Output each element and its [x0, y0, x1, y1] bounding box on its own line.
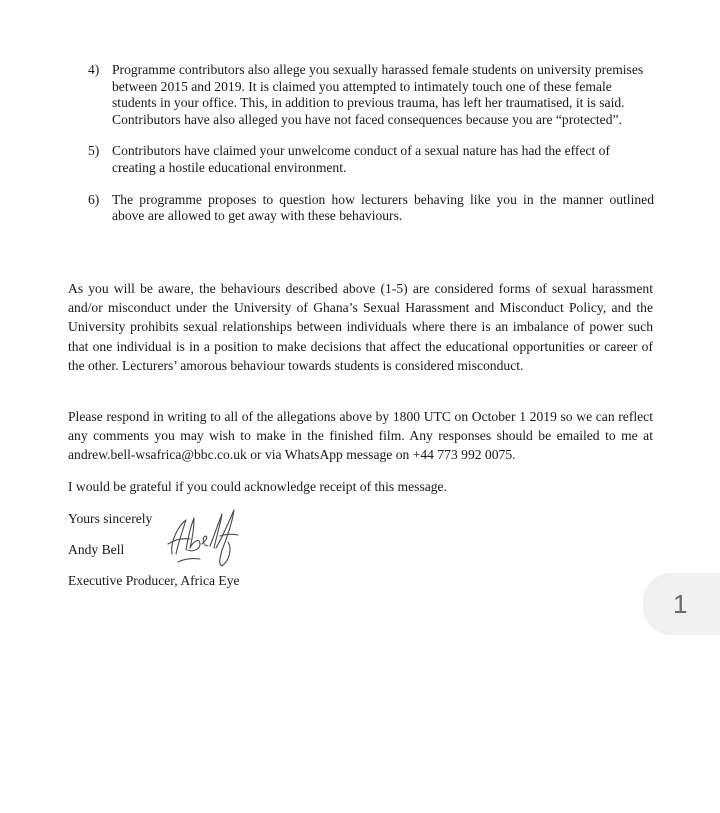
list-item-text: Contributors have claimed your unwelcome conduct of a sexual nature has had the effect of creating a hostile educational environment.: [112, 143, 611, 175]
list-item-number: 4): [88, 62, 100, 77]
list-item-text: Programme contributors also allege you sexually harassed female students on university premises between 2015 and 2019. It is claimed you attempted to intimately touch one of these female students in your office. This, in addition to previous trauma, has left her traumatised, it is said. Contributors have also alleged you have not faced consequences because you are “protected”.: [112, 62, 644, 127]
handwritten-signature: [160, 504, 242, 570]
list-item-text: The programme proposes to question how lecturers behaving like you in the manner outlined above are allowed to get away with these behaviours.: [112, 191, 654, 224]
policy-paragraph: As you will be aware, the behaviours described above (1-5) are considered forms of sexual harassment and/or misconduct under the University of Ghana’s Sexual Harassment and Misconduct Policy, and the University prohibits sexual relationships between individuals where there is an imbalance of power such that one individual is in a position to make decisions that affect the educational opportunities or career of the other. Lecturers’ amorous behaviour towards students is considered misconduct.: [68, 281, 653, 373]
page-number-badge: [643, 573, 720, 635]
list-item: [88, 192, 654, 225]
acknowledge-paragraph: I would be grateful if you could acknowledge receipt of this message.: [68, 479, 447, 494]
list-item-number: 6): [88, 191, 100, 207]
signer-name: Andy Bell: [68, 542, 125, 557]
respond-paragraph: Please respond in writing to all of the allegations above by 1800 UTC on October 1 2019 so we can reflect any comments you may wish to make in the finished film. Any responses should be emailed to me at andrew.bell-wsafrica@bbc.co.uk or via WhatsApp message on +44 773 992 0075.: [68, 409, 653, 463]
list-item: [88, 62, 654, 128]
allegations-list: [88, 62, 654, 240]
list-item-number: 5): [88, 143, 100, 159]
signer-title: Executive Producer, Africa Eye: [68, 573, 240, 588]
closing-salutation: Yours sincerely: [68, 511, 153, 526]
page-number: 1: [673, 588, 688, 619]
list-item: [88, 143, 654, 176]
